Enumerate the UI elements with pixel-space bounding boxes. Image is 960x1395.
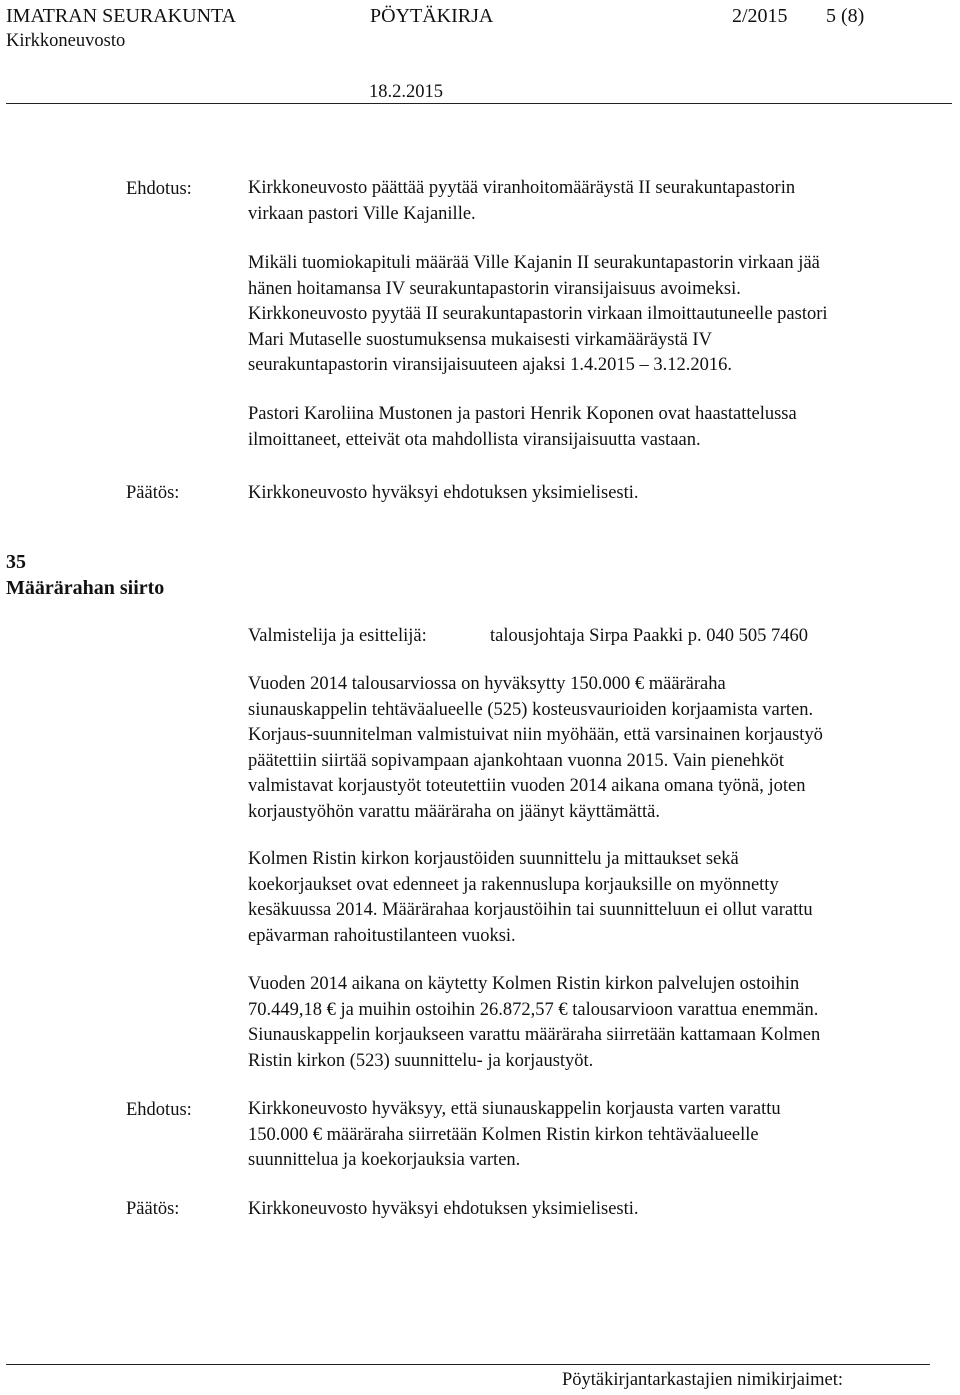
paragraph-line: valmistavat korjaustyöt toteutettiin vuoden 2014 aikana omana työnä, joten [248, 776, 806, 796]
paragraph-line: Siunauskappelin korjaukseen varattu määräraha siirretään kattamaan Kolmen [248, 1025, 821, 1045]
paragraph-budget [248, 672, 948, 825]
paragraph-line: Korjaus-suunnitelman valmistuivat niin myöhään, että varsinainen korjaustyö [248, 725, 823, 745]
paragraph-candidates [248, 402, 948, 453]
paragraph-line: 70.449,18 € ja muihin ostoihin 26.872,57 € talousarvioon varattua enemmän. [248, 999, 819, 1020]
proposal-line: Kirkkoneuvosto hyväksyy, että siunauskappelin korjausta varten varattu [248, 1099, 781, 1119]
paragraph-line: Ristin kirkon (523) suunnittelu- ja korjaustyöt. [248, 1050, 594, 1071]
paragraph-line: korjaustyöhön varattu määräraha on jäänyt käyttämättä. [248, 801, 660, 822]
paragraph-line: Vuoden 2014 aikana on käytetty Kolmen Ristin kirkon palvelujen ostoihin [248, 974, 800, 994]
header-divider [6, 103, 952, 104]
section-title: Määrärahan siirto [6, 577, 165, 599]
header-org: IMATRAN SEURAKUNTA [6, 5, 237, 27]
paragraph-line: koekorjaukset ovat edenneet ja rakennuslupa korjauksille on myönnetty [248, 874, 779, 895]
paragraph-line: Kolmen Ristin kirkon korjaustöiden suunnittelu ja mittaukset sekä [248, 849, 739, 869]
preparer-value: talousjohtaja Sirpa Paakki p. 040 505 7460 [490, 626, 809, 646]
proposal-label: Ehdotus: [126, 179, 192, 199]
paragraph-line: seurakuntapastorin viransijaisuuteen ajaksi 1.4.2015 – 3.12.2016. [248, 355, 732, 375]
header-number: 2/2015 [732, 5, 788, 27]
proposal-text-35 [248, 1097, 948, 1174]
proposal-label-35: Ehdotus: [126, 1100, 192, 1120]
paragraph-line: Kirkkoneuvosto pyytää II seurakuntapastorin virkaan ilmoittautuneelle pastori [248, 304, 828, 324]
footer-signatures-label: Pöytäkirjantarkastajien nimikirjaimet: [562, 1370, 844, 1390]
paragraph-church-repairs [248, 847, 948, 949]
decision-label-35: Päätös: [126, 1199, 180, 1219]
header-body: Kirkkoneuvosto [6, 31, 126, 51]
paragraph-line: kesäkuussa 2014. Määrärahaa korjaustöihin tai suunnitteluun ei ollut varattu [248, 900, 813, 920]
decision-label: Päätös: [126, 483, 180, 503]
section-number: 35 [6, 551, 26, 573]
header-date: 18.2.2015 [369, 82, 443, 102]
paragraph-line: hänen hoitamansa IV seurakuntapastorin viransijaisuus avoimeksi. [248, 278, 741, 299]
proposal-text [248, 176, 948, 227]
preparer-label: Valmistelija ja esittelijä: [248, 626, 427, 646]
paragraph-line: epävarman rahoitustilanteen vuoksi. [248, 925, 516, 946]
paragraph-line: Mikäli tuomiokapituli määrää Ville Kajanin II seurakuntapastorin virkaan jää [248, 253, 820, 273]
proposal-line: 150.000 € määräraha siirretään Kolmen Ristin kirkon tehtäväalueelle [248, 1124, 759, 1145]
decision-text: Kirkkoneuvosto hyväksyi ehdotuksen yksimielisesti. [248, 483, 639, 503]
proposal-line: Kirkkoneuvosto päättää pyytää viranhoitomääräystä II seurakuntapastorin [248, 178, 796, 198]
footer-divider [6, 1364, 930, 1365]
paragraph-line: päätettiin siirtää sopivampaan ajankohtaan vuonna 2015. Vain pienehköt [248, 750, 785, 771]
paragraph-substitute [248, 251, 948, 379]
header-doc-type: PÖYTÄKIRJA [370, 5, 494, 27]
decision-text-35: Kirkkoneuvosto hyväksyi ehdotuksen yksimielisesti. [248, 1199, 639, 1219]
paragraph-spending [248, 972, 948, 1074]
paragraph-line: Pastori Karoliina Mustonen ja pastori Henrik Koponen ovat haastattelussa [248, 404, 797, 424]
paragraph-line: siunauskappelin tehtäväalueelle (525) kosteusvaurioiden korjaamista varten. [248, 699, 814, 720]
paragraph-line: Vuoden 2014 talousarviossa on hyväksytty 150.000 € määräraha [248, 674, 726, 694]
paragraph-line: ilmoittaneet, etteivät ota mahdollista viransijaisuutta vastaan. [248, 429, 701, 450]
proposal-line: suunnittelua ja koekorjauksia varten. [248, 1150, 521, 1170]
paragraph-line: Mari Mutaselle suostumuksensa mukaisesti virkamääräystä IV [248, 329, 712, 350]
header-page: 5 (8) [826, 5, 865, 27]
proposal-line: virkaan pastori Ville Kajanille. [248, 203, 476, 224]
